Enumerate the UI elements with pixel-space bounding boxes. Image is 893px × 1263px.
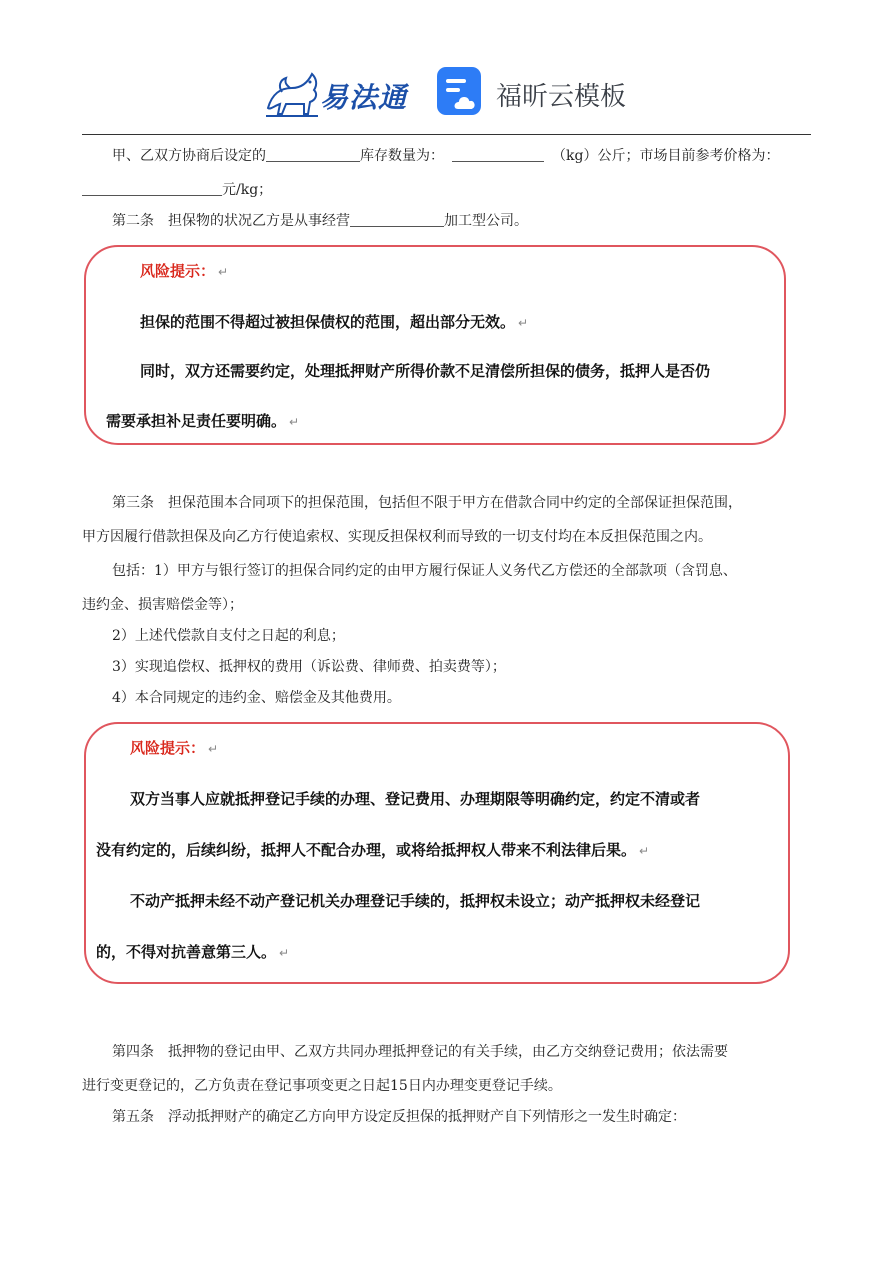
blank-field bbox=[266, 147, 360, 162]
article-4-line-2: 进行变更登记的，乙方负责在登记事项变更之日起15日内办理变更登记手续。 bbox=[82, 1078, 562, 1094]
risk-tip-box-1 bbox=[84, 245, 786, 445]
article-5-line-1: 第五条 浮动抵押财产的确定乙方向甲方设定反担保的抵押财产自下列情形之一发生时确定： bbox=[112, 1109, 686, 1125]
risk-tip-line: 双方当事人应就抵押登记手续的办理、登记费用、办理期限等明确约定，约定不清或者 bbox=[130, 790, 701, 808]
risk-tip-line: 同时，双方还需要约定，处理抵押财产所得价款不足清偿所担保的债务，抵押人是否仍 bbox=[140, 362, 711, 380]
article-4-line-1: 第四条 抵押物的登记由甲、乙双方共同办理抵押登记的有关手续，由乙方交纳登记费用；依法需要 bbox=[112, 1044, 728, 1060]
clause-line-2 bbox=[82, 180, 811, 200]
clause-text: 加工型公司。 bbox=[444, 213, 528, 229]
clause-text: 第二条 担保物的状况乙方是从事经营 bbox=[112, 213, 350, 229]
risk-tip-line: 担保的范围不得超过被担保债权的范围，超出部分无效。 ↵ bbox=[140, 313, 529, 331]
clause-line-1 bbox=[82, 146, 811, 166]
blank-field bbox=[82, 181, 222, 196]
list-item: 4）本合同规定的违约金、赔偿金及其他费用。 bbox=[112, 690, 401, 706]
clause-text: 元/kg； bbox=[222, 182, 273, 198]
clause-text: （kg）公斤；市场目前参考价格为： bbox=[552, 148, 780, 164]
qilin-logo-icon bbox=[262, 64, 322, 120]
yifatong-logo bbox=[262, 64, 412, 120]
blank-field bbox=[350, 212, 444, 227]
article-3-line-2: 甲方因履行借款担保及向乙方行使追索权、实现反担保权利而导致的一切支付均在本反担保范围之内。 bbox=[82, 529, 712, 545]
foxit-template-logo bbox=[436, 64, 636, 120]
header-divider bbox=[82, 134, 811, 135]
risk-tip-title: 风险提示： ↵ bbox=[140, 262, 229, 280]
logo-text-foxit: 福昕云模板 bbox=[496, 82, 627, 112]
risk-tip-line: 不动产抵押未经不动产登记机关办理登记手续的，抵押权未设立；动产抵押权未经登记 bbox=[130, 892, 701, 910]
logo-text-yifatong: 易法通 bbox=[320, 81, 408, 114]
risk-tip-title: 风险提示： ↵ bbox=[130, 739, 219, 757]
risk-tip-box-2 bbox=[84, 722, 790, 984]
list-item: 3）实现追偿权、抵押权的费用（诉讼费、律师费、拍卖费等）； bbox=[112, 659, 506, 675]
article-3-line-3: 包括：1）甲方与银行签订的担保合同约定的由甲方履行保证人义务代乙方偿还的全部款项（含罚息、 bbox=[112, 563, 737, 579]
list-item: 2）上述代偿款自支付之日起的利息； bbox=[112, 628, 345, 644]
clause-text: 库存数量为： bbox=[360, 148, 444, 164]
risk-tip-line: 的，不得对抗善意第三人。 ↵ bbox=[96, 943, 290, 961]
header bbox=[0, 56, 893, 126]
risk-tip-line: 没有约定的，后续纠纷，抵押人不配合办理，或将给抵押权人带来不利法律后果。 ↵ bbox=[96, 841, 650, 859]
clause-text: 甲、乙双方协商后设定的 bbox=[112, 148, 266, 164]
risk-tip-line: 需要承担补足责任要明确。 ↵ bbox=[106, 412, 300, 430]
article-3-line-1: 第三条 担保范围本合同项下的担保范围，包括但不限于甲方在借款合同中约定的全部保证担保范围， bbox=[112, 495, 742, 511]
cloud-doc-icon bbox=[436, 66, 486, 118]
article-3-line-4: 违约金、损害赔偿金等）； bbox=[82, 597, 243, 613]
blank-field bbox=[452, 147, 544, 162]
article-2 bbox=[82, 211, 811, 231]
